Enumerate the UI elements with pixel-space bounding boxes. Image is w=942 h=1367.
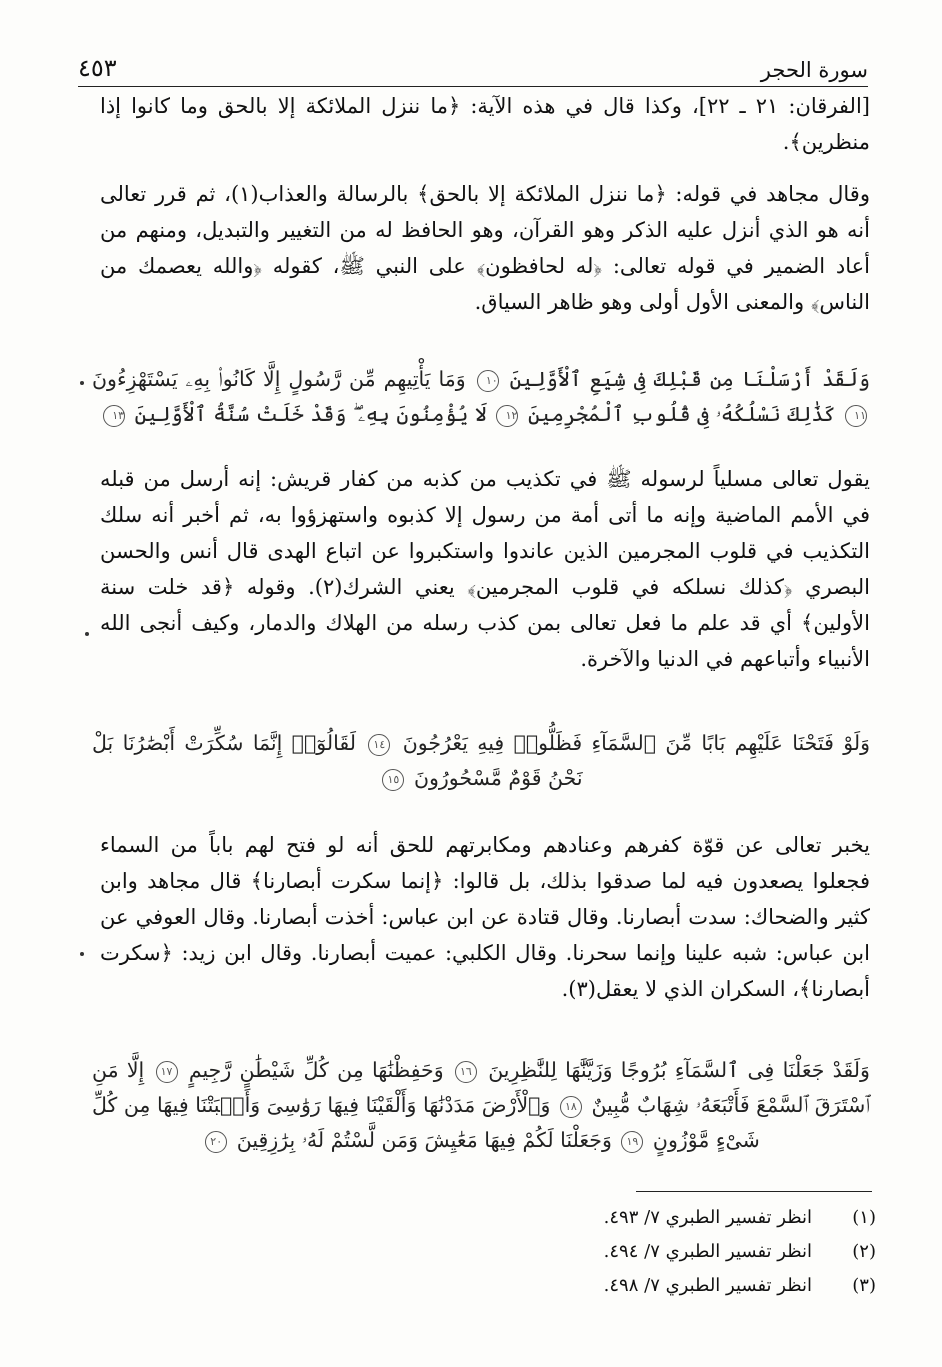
margin-dot <box>80 952 84 956</box>
footnote-number: (١) <box>852 1206 876 1228</box>
verse-17: وَحَفِظْنَٰهَا مِن كُلِّ شَيْطَٰنٍ رَّجِيمٍ <box>188 1058 444 1082</box>
verse-end-marker: ١٩ <box>621 1131 643 1153</box>
footnote-number: (٢) <box>852 1240 876 1262</box>
verse-16: وَلَقَدْ جَعَلْنَا فِى ٱلسَّمَآءِ بُرُوجًا وَزَيَّنَّٰهَا لِلنَّٰظِرِينَ <box>488 1058 870 1082</box>
footnote-text: انظر تفسير الطبري ٧/ ٤٩٤. <box>603 1240 812 1262</box>
verse-end-marker: ١٦ <box>455 1061 477 1083</box>
page-header <box>78 36 868 87</box>
verse-14: وَلَوْ فَتَحْنَا عَلَيْهِم بَابًا مِّنَ ٱلسَّمَآءِ فَظَلُّوا۟ فِيهِ يَعْرُجُونَ <box>402 731 870 755</box>
footnote <box>560 1234 876 1268</box>
page-number: ٤٥٣ <box>78 54 117 82</box>
verse-end-marker: ١٨ <box>560 1096 582 1118</box>
verse-end-marker: ١١ <box>845 405 867 427</box>
paragraph-3: يقول تعالى مسلياً لرسوله ﷺ في تكذيب من كذبه من كفار قريش: إنه أرسل من قبله في الأمم الماضية وإنه ما أتى أمة من رسول إلا كذبوه واستهزؤوا به، ثم أخبر أنه سلك التكذيب في قلوب المجرمين الذين عاندوا واستكبروا عن اتباع الهدى قال أنس والحسن البصري ﴿كذلك نسلكه في قلوب المجرمين﴾ يعني الشرك(٢). وقوله ﴿قد خلت سنة الأولين﴾ أي قد علم ما فعل تعالى بمن كذب رسله من الهلاك والدمار، وكيف أنجى الله الأنبياء وأتباعهم في الدنيا والآخرة. <box>100 467 870 671</box>
footnote-number: (٣) <box>852 1274 876 1296</box>
footnote-divider <box>636 1191 872 1192</box>
verse-end-marker: ١٧ <box>156 1061 178 1083</box>
verse-20: وَجَعَلْنَا لَكُمْ فِيهَا مَعَٰيِشَ وَمَن لَّسْتُمْ لَهُۥ بِرَٰزِقِينَ <box>236 1128 612 1152</box>
verse-end-marker: ١٢ <box>496 405 518 427</box>
verse-end-marker: ١٣ <box>103 405 125 427</box>
paragraph-2: وقال مجاهد في قوله: ﴿ما ننزل الملائكة إلا بالحق﴾ بالرسالة والعذاب(١)، ثم قرر تعالى أنه هو الذي أنزل عليه الذكر وهو القرآن، وهو الحافظ له من التغيير والتبديل، ومنهم من أعاد الضمير في قوله تعالى: ﴿له لحافظون﴾ على النبي ﷺ، كقوله ﴿والله يعصمك من الناس﴾ والمعنى الأول أولى وهو ظاهر السياق. <box>100 182 870 314</box>
footnotes <box>560 1200 876 1302</box>
margin-dot <box>85 632 89 636</box>
footnote <box>560 1268 876 1302</box>
verse-11: وَمَا يَأْتِيهِم مِّن رَّسُولٍ إِلَّا كَانُوا۟ بِهِۦ يَسْتَهْزِءُونَ <box>92 367 466 391</box>
surah-title: سورة الحجر <box>760 58 868 82</box>
verse-10: وَلَقَدْ أَرْسَلْنَا مِن قَبْلِكَ فِى شِيَعِ ٱلْأَوَّلِينَ <box>509 367 870 391</box>
footnote <box>560 1200 876 1234</box>
verse-end-marker: ١٥ <box>382 769 404 791</box>
verse-19: وَٱلْأَرْضَ مَدَدْنَٰهَا وَأَلْقَيْنَا فِيهَا رَوَٰسِىَ وَأَنۢبَتْنَا فِيهَا مِن كُلِّ شَىْءٍ مَّوْزُونٍ <box>92 1093 760 1152</box>
quran-verses-10-13 <box>92 362 870 432</box>
paragraph-4: يخبر تعالى عن قوّة كفرهم وعنادهم ومكابرتهم للحق أنه لو فتح لهم باباً من السماء فجعلوا يصعدون فيه لما صدقوا بذلك، بل قالوا: ﴿إنما سكرت أبصارنا﴾ قال مجاهد وابن كثير والضحاك: سدت أبصارنا. وقال قتادة عن ابن عباس: أخذت أبصارنا. وقال العوفي عن ابن عباس: شبه علينا وإنما سحرنا. وقال الكلبي: عميت أبصارنا. وقال ابن زيد: ﴿سكرت أبصارنا﴾، السكران الذي لا يعقل(٣). <box>100 833 870 1001</box>
verse-15: لَقَالُوٓا۟ إِنَّمَا سُكِّرَتْ أَبْصَٰرُنَا بَلْ نَحْنُ قَوْمٌ مَّسْحُورُونَ <box>92 731 583 790</box>
margin-dot <box>80 381 84 385</box>
quran-verses-16-20 <box>92 1053 870 1158</box>
footnote-text: انظر تفسير الطبري ٧/ ٤٩٣. <box>603 1206 812 1228</box>
verse-12: كَذَٰلِكَ نَسْلُكُهُۥ فِى قُلُوبِ ٱلْمُجْرِمِينَ <box>528 402 836 426</box>
quran-verses-14-15 <box>92 726 870 796</box>
verse-end-marker: ١٤ <box>368 734 390 756</box>
paragraph-1: [الفرقان: ٢١ ـ ٢٢]، وكذا قال في هذه الآية: ﴿ما ننزل الملائكة إلا بالحق وما كانوا إذا منظرين﴾. <box>100 94 870 154</box>
footnote-text: انظر تفسير الطبري ٧/ ٤٩٨. <box>603 1274 812 1296</box>
verse-18: إِلَّا مَنِ ٱسْتَرَقَ ٱلسَّمْعَ فَأَتْبَعَهُۥ شِهَابٌ مُّبِينٌ <box>92 1058 870 1117</box>
verse-end-marker: ١٠ <box>477 370 499 392</box>
verse-13: لَا يُؤْمِنُونَ بِهِۦ ۖ وَقَدْ خَلَتْ سُنَّةُ ٱلْأَوَّلِينَ <box>134 402 487 426</box>
verse-end-marker: ٢٠ <box>205 1131 227 1153</box>
